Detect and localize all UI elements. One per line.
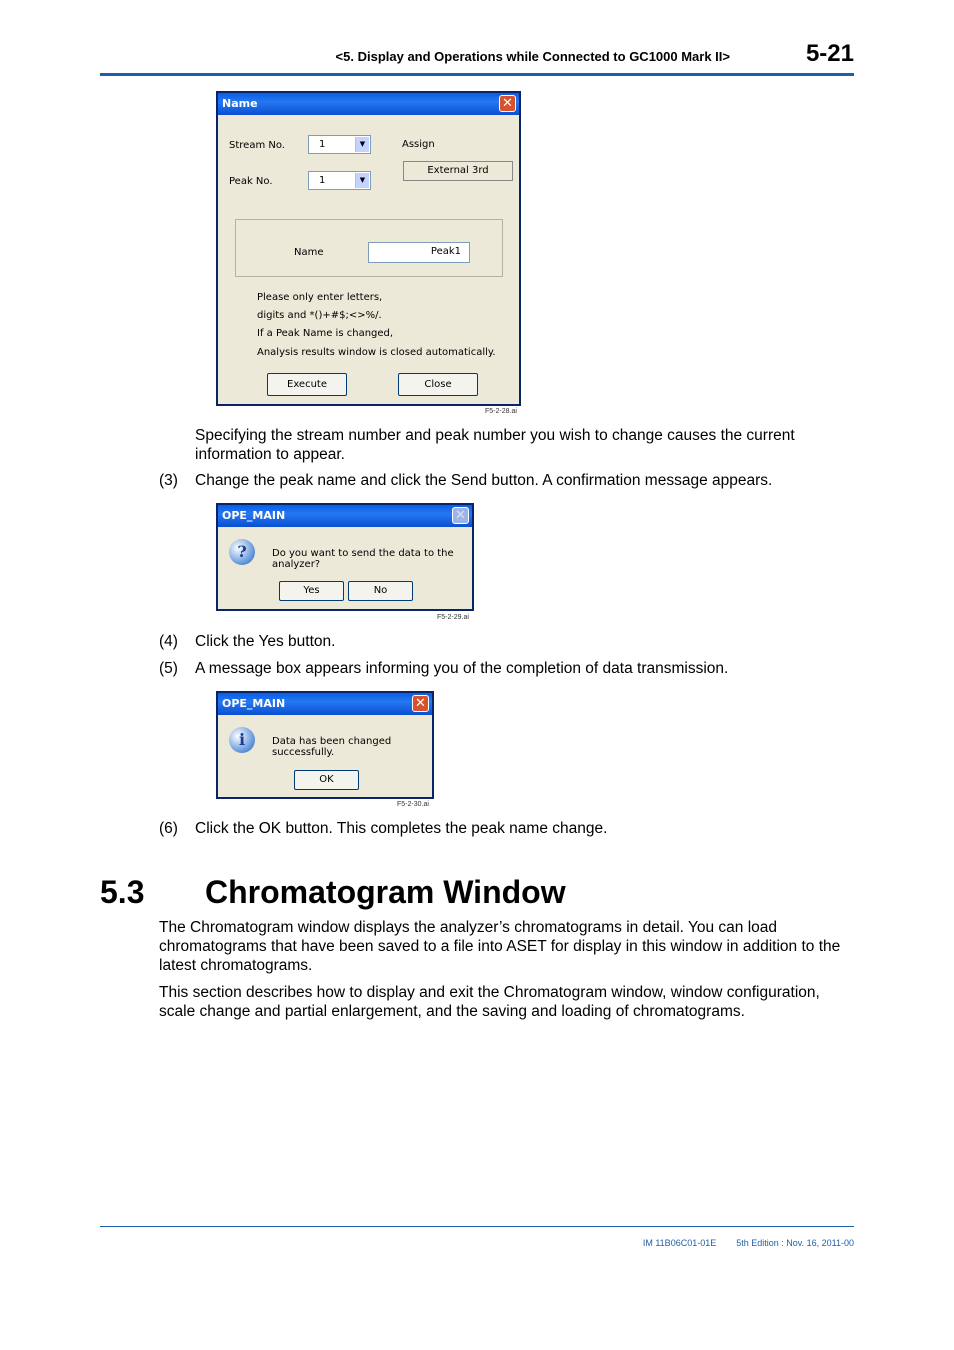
name-label: Name	[294, 247, 324, 258]
step-number: (6)	[159, 820, 178, 837]
edition: 5th Edition : Nov. 16, 2011-00	[736, 1238, 854, 1248]
peak-select[interactable]	[308, 171, 371, 190]
chevron-down-icon[interactable]: ▼	[355, 137, 369, 152]
footer	[560, 1238, 854, 1248]
page-number: 5-21	[805, 40, 854, 67]
peak-label: Peak No.	[229, 176, 273, 187]
figure-id: F5-2-29.ai	[437, 614, 469, 621]
name-input[interactable]: Peak1	[368, 242, 470, 263]
note-line-4: Analysis results window is closed automatically.	[257, 347, 496, 358]
confirm-dialog-title: OPE_MAIN	[222, 509, 286, 522]
doc-id: IM 11B06C01-01E	[642, 1238, 717, 1248]
ok-button[interactable]: OK	[294, 770, 359, 790]
section-number: 5.3	[100, 874, 145, 910]
step-text: A message box appears informing you of the completion of data transmission.	[195, 660, 729, 677]
name-dialog-title: Name	[222, 97, 258, 110]
confirm-dialog-titlebar[interactable]	[218, 505, 472, 527]
assign-field: External 3rd	[403, 161, 513, 181]
close-icon: ✕	[452, 507, 469, 524]
info-message: Data has been changed successfully.	[272, 736, 392, 758]
no-button[interactable]: No	[348, 581, 413, 601]
name-dialog	[216, 91, 521, 406]
info-icon: i	[229, 727, 255, 753]
figure-id: F5-2-28.ai	[485, 408, 517, 415]
note-line-3: If a Peak Name is changed,	[257, 328, 394, 339]
step-number: (3)	[159, 472, 178, 489]
chapter-header: <5. Display and Operations while Connected to GC1000 Mark II>	[335, 49, 730, 64]
step-number: (4)	[159, 633, 178, 650]
confirm-dialog	[216, 503, 474, 611]
step-number: (5)	[159, 660, 178, 677]
chevron-down-icon[interactable]: ▼	[355, 173, 369, 188]
figure-id: F5-2-30.ai	[397, 801, 429, 808]
section-title: Chromatogram Window	[205, 874, 566, 910]
info-dialog-titlebar[interactable]	[218, 693, 432, 715]
close-button[interactable]: Close	[398, 373, 478, 396]
stream-select[interactable]	[308, 135, 371, 154]
peak-value: 1	[319, 175, 326, 186]
paragraph: Specifying the stream number and peak number you wish to change causes the current information to appear.	[195, 427, 795, 463]
note-line-1: Please only enter letters,	[257, 292, 383, 303]
header-rule	[100, 73, 854, 76]
section-paragraph: This section describes how to display and exit the Chromatogram window, window configuration, scale change and partial enlargement, and the saving and loading of chromatograms.	[159, 984, 820, 1020]
step-text: Change the peak name and click the Send button. A confirmation message appears.	[195, 472, 773, 489]
section-paragraph: The Chromatogram window displays the analyzer’s chromatograms in detail. You can load chromatograms that have been saved to a file into ASET for display in this window in addition to the latest chromatograms.	[159, 919, 841, 974]
info-dialog-title: OPE_MAIN	[222, 697, 286, 710]
stream-label: Stream No.	[229, 140, 285, 151]
stream-value: 1	[319, 139, 326, 150]
note-line-2: digits and *()+#$;<>%/.	[257, 310, 382, 321]
assign-label: Assign	[402, 139, 435, 150]
step-text: Click the Yes button.	[195, 633, 336, 650]
close-icon[interactable]: ✕	[499, 95, 516, 112]
info-dialog	[216, 691, 434, 799]
step-text: Click the OK button. This completes the peak name change.	[195, 820, 608, 837]
execute-button[interactable]: Execute	[267, 373, 347, 396]
question-icon: ?	[229, 539, 255, 565]
confirm-message: Do you want to send the data to the analyzer?	[272, 548, 454, 570]
footer-rule	[100, 1226, 854, 1227]
name-dialog-titlebar[interactable]	[218, 93, 519, 115]
yes-button[interactable]: Yes	[279, 581, 344, 601]
close-icon[interactable]: ✕	[412, 695, 429, 712]
